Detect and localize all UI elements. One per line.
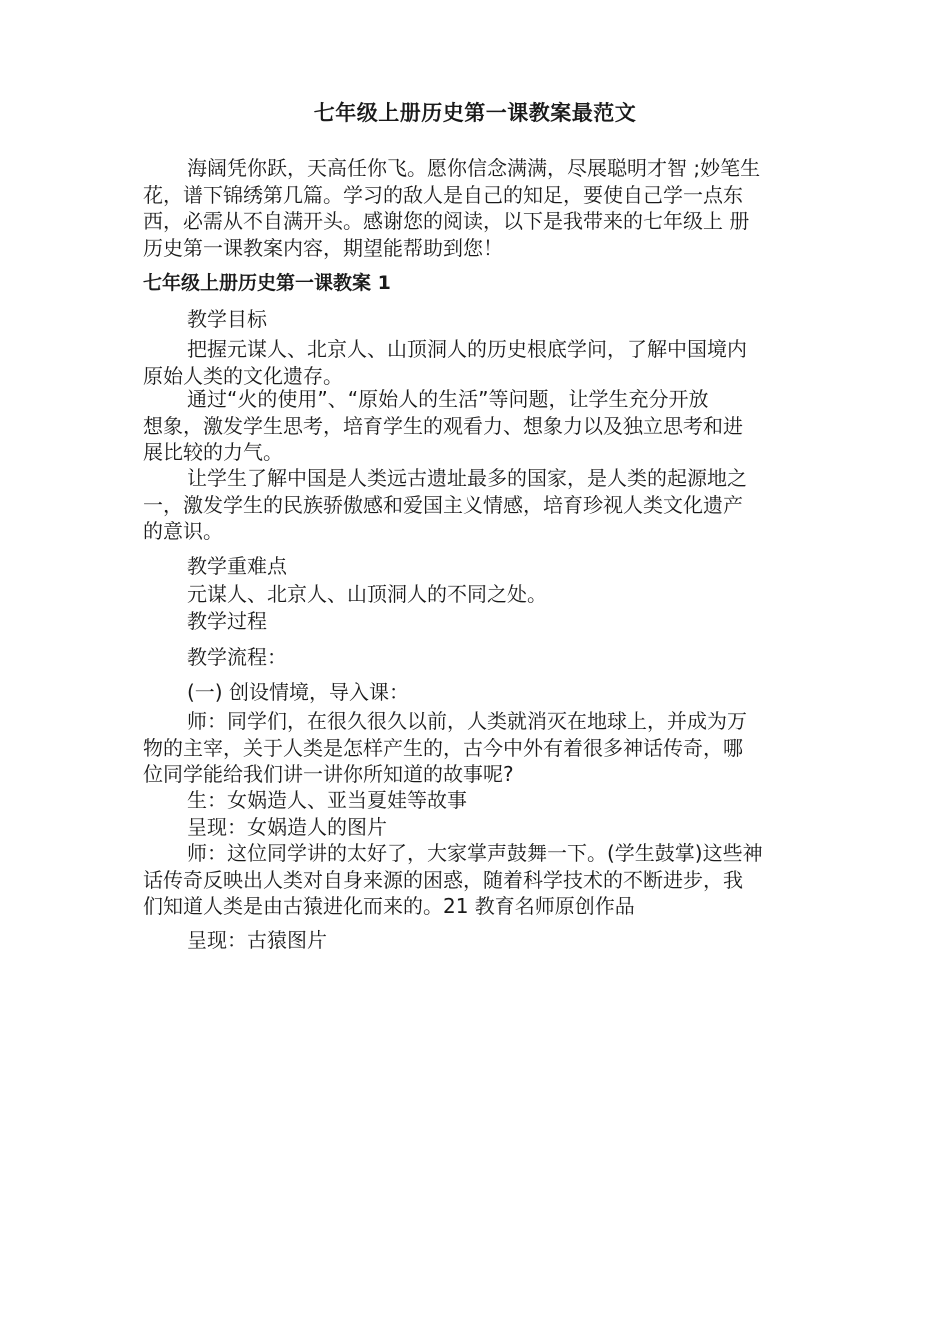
objectives-label: 教学目标: [187, 307, 267, 331]
intro-line: 花，谱下锦绣第几篇。学习的敌人是自己的知足，要使自己学一点东: [143, 182, 743, 207]
teacher-2-paragraph: 师：这位同学讲的太好了，大家掌声鼓舞一下。(学生鼓掌)这些神 话传奇反映出人类对自身来源的困惑，随着科学技术的不断进步，我 们知道人类是由古猿进化而来的。21 教育名师原创作品: [143, 841, 763, 918]
section-heading: 七年级上册历史第一课教案 1: [143, 272, 391, 294]
intro-line: 西，必需从不自满开头。感谢您的阅读，以下是我带来的七年级上 册: [143, 209, 750, 233]
document-title: 七年级上册历史第一课教案最范文: [313, 101, 637, 125]
show-2: 呈现：古猿图片: [187, 928, 327, 952]
step-1: (一) 创设情境，导入课：: [187, 680, 409, 704]
show-1: 呈现：女娲造人的图片: [187, 815, 387, 839]
difficulty-text: 元谋人、北京人、山顶洞人的不同之处。: [187, 582, 547, 606]
difficulty-label: 教学重难点: [187, 554, 287, 578]
student-1: 生：女娲造人、亚当夏娃等故事: [187, 788, 467, 812]
teacher-1-paragraph: 师：同学们，在很久很久以前，人类就消灭在地球上，并成为万 物的主宰，关于人类是怎样产生的，古今中外有着很多神话传奇，哪 位同学能给我们讲一讲你所知道的故事呢?: [143, 709, 747, 786]
intro-paragraph: [143, 155, 803, 261]
objective-2-paragraph: 通过“火的使用”、“原始人的生活”等问题，让学生充分开放 想象，激发学生思考，培育学生的观看力、想象力以及独立思考和进 展比较的力气。: [143, 387, 743, 464]
intro-line: 历史第一课教案内容，期望能帮助到您！: [143, 235, 503, 260]
intro-line: 海阔凭你跃，天高任你飞。愿你信念满满，尽展聪明才智 ;妙笔生: [187, 156, 761, 180]
process-label: 教学过程: [187, 609, 267, 633]
objective-1-paragraph: 把握元谋人、北京人、山顶洞人的历史根底学问，了解中国境内 原始人类的文化遗存。: [143, 337, 747, 388]
flow-label: 教学流程：: [187, 645, 287, 669]
objective-3-paragraph: 让学生了解中国是人类远古遗址最多的国家，是人类的起源地之 一，激发学生的民族骄傲感和爱国主义情感，培育珍视人类文化遗产 的意识。: [143, 466, 747, 543]
